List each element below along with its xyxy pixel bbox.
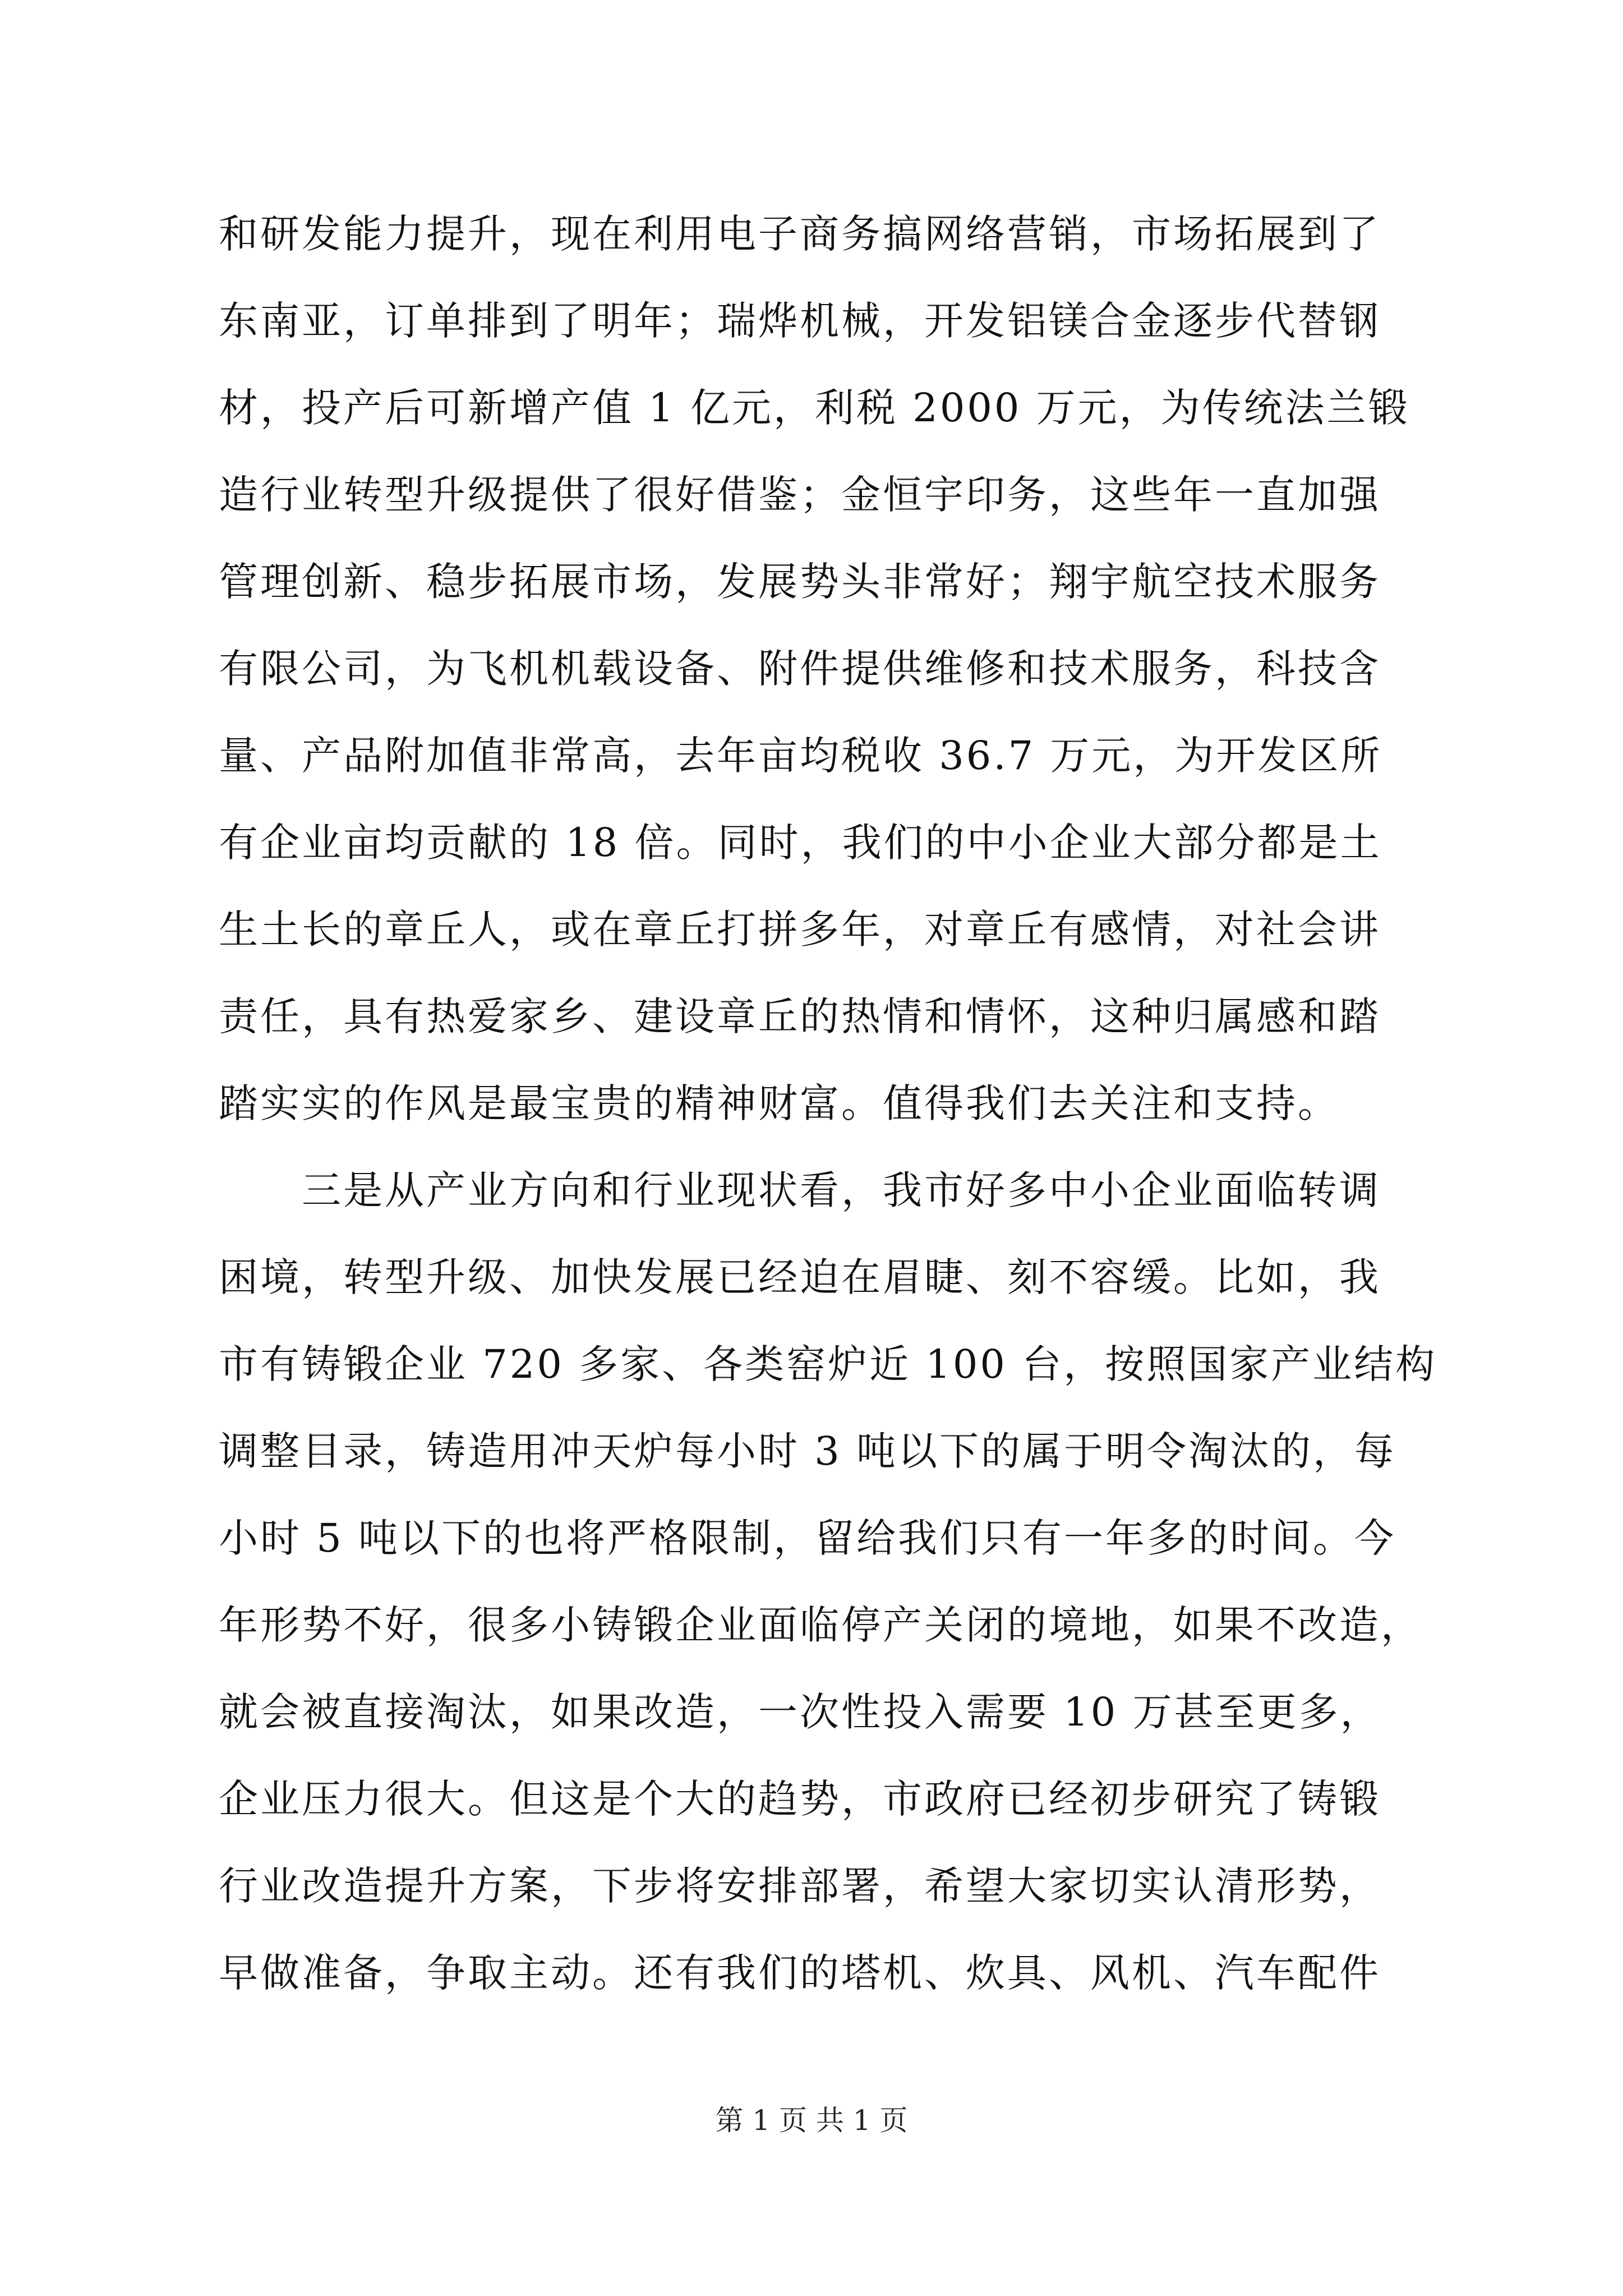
text-line-13: 困境，转型升级、加快发展已经迫在眉睫、刻不容缓。比如，我 (219, 1254, 1381, 1300)
text-line-19: 企业压力很大。但这是个大的趋势，市政府已经初步研究了铸锻 (219, 1776, 1381, 1822)
text-line-16: 小时 5 吨以下的也将严格限制，留给我们只有一年多的时间。今 (219, 1515, 1396, 1561)
text-line-14: 市有铸锻企业 720 多家、各类窑炉近 100 台，按照国家产业结构 (219, 1341, 1437, 1387)
text-line-2: 东南亚，订单排到了明年；瑞烨机械，开发铝镁合金逐步代替钢 (219, 298, 1381, 344)
page-footer: 第 1 页 共 1 页 (715, 2104, 908, 2137)
text-line-4: 造行业转型升级提供了很好借鉴；金恒宇印务，这些年一直加强 (219, 472, 1381, 518)
text-line-3: 材，投产后可新增产值 1 亿元，利税 2000 万元，为传统法兰锻 (219, 385, 1410, 431)
text-line-18: 就会被直接淘汰，如果改造，一次性投入需要 10 万甚至更多， (219, 1689, 1382, 1735)
text-line-10: 责任，具有热爱家乡、建设章丘的热情和情怀，这种归属感和踏 (219, 993, 1381, 1039)
text-line-5: 管理创新、稳步拓展市场，发展势头非常好；翔宇航空技术服务 (219, 559, 1381, 605)
text-line-20: 行业改造提升方案，下步将安排部署，希望大家切实认清形势， (219, 1863, 1381, 1909)
text-line-17: 年形势不好，很多小铸锻企业面临停产关闭的境地，如果不改造， (219, 1602, 1422, 1648)
text-line-12: 三是从产业方向和行业现状看，我市好多中小企业面临转调 (219, 1167, 1381, 1213)
text-line-11: 踏实实的作风是最宝贵的精神财富。值得我们去关注和支持。 (219, 1080, 1339, 1126)
text-line-21: 早做准备，争取主动。还有我们的塔机、炊具、风机、汽车配件 (219, 1950, 1381, 1996)
text-line-15: 调整目录，铸造用冲天炉每小时 3 吨以下的属于明令淘汰的，每 (219, 1428, 1396, 1474)
body-text (219, 191, 1437, 2017)
text-line-8: 有企业亩均贡献的 18 倍。同时，我们的中小企业大部分都是土 (219, 820, 1382, 866)
text-line-7: 量、产品附加值非常高，去年亩均税收 36.7 万元，为开发区所 (219, 733, 1382, 779)
text-line-9: 生土长的章丘人，或在章丘打拼多年，对章丘有感情，对社会讲 (219, 907, 1381, 953)
text-line-1: 和研发能力提升，现在利用电子商务搞网络营销，市场拓展到了 (219, 211, 1381, 257)
text-line-6: 有限公司，为飞机机载设备、附件提供维修和技术服务，科技含 (219, 646, 1381, 692)
